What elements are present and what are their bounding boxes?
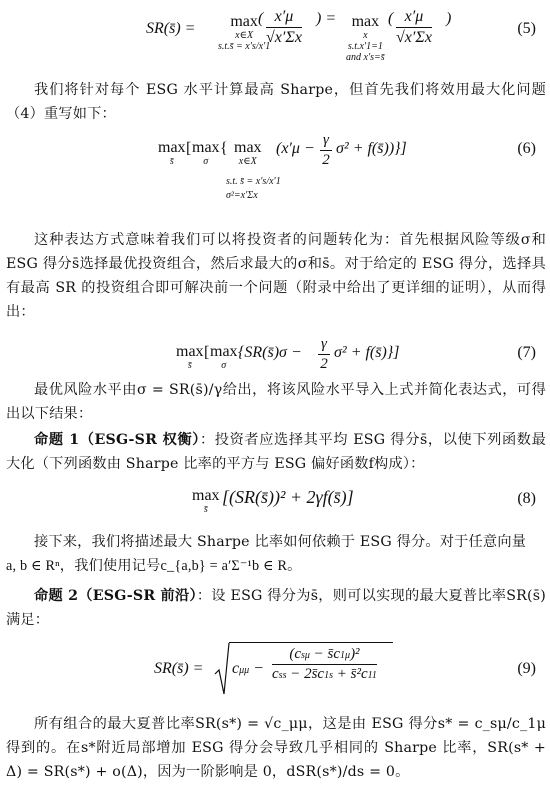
equation-6: max s̄ [ max σ { max x∈X (x′μ − $\frac{\gamma}{2}$ σ² + f(s̄))}] s.t. s̄ = x′s/x′1 σ²=x′Σx (6): [158, 132, 536, 201]
proposition-2: [6, 584, 546, 632]
sqrt-sign: [214, 642, 230, 698]
equation-5: SR(s̄) = max x∈X s.t.s̄ = x′s/x′1 ( $\frac{x'\mu}{√x'\Sigma x}$ ) = max x s.t.x′1=1 and x′s=s̄ ( $\frac{x'\mu}{√x'\Sigma x}$ ) (5): [146, 8, 536, 63]
proposition-2-body: ：设 ESG 得分为s̄，则可以实现的最大夏普比率SR(s̄)满足：: [6, 588, 547, 628]
proposition-1: [6, 428, 546, 476]
equation-8: max s̄ [(SR(s̄))² + 2γf(s̄)] (8): [192, 487, 536, 515]
paragraph-5: 所有组合的最大夏普比率SR(s*) = √c_μμ，这是由 ESG 得分s* = c_sμ/c_1μ得到的。在s*附近局部增加 ESG 得分会导致几乎相同的 Sharpe 比率，SR(s* + Δ) = SR(s*) + o(Δ)，因为一阶影响是 0，dSR(s*)/ds = 0。: [6, 716, 546, 780]
equation-9: SR(s̄) = cμμ − (csμ − s̄c1μ)² css − 2s̄c1s + s̄²c11 (9): [0, 636, 550, 706]
proposition-1-title: 命题 1（ESG-SR 权衡）: [34, 432, 200, 448]
paragraph-2: 这种表达方式意味着我们可以将投资者的问题转化为：首先根据风险等级σ和 ESG 得分s̄选择最优投资组合，然后求最大的σ和s̄。对于给定的 ESG 得分，选择具有最高 SR 的投资组合即可解决前一个问题（附录中给出了更详细的证明），从而得出：: [6, 232, 546, 320]
equation-number: (6): [517, 140, 536, 157]
equation-number: (7): [517, 344, 536, 361]
equation-number: (9): [517, 660, 536, 677]
equation-number: (5): [517, 20, 536, 37]
proposition-1-body: ：投资者应选择其平均 ESG 得分s̄，以使下列函数最大化（下列函数由 Sharpe 比率的平方与 ESG 偏好函数f构成）：: [6, 432, 546, 472]
paragraph-4b: a, b ∈ Rⁿ，我们使用记号c_{a,b} = a′Σ⁻¹b ∈ R。: [6, 558, 302, 574]
paragraph-4a: 接下来，我们将描述最大 Sharpe 比率如何依赖于 ESG 得分。对于任意向量: [34, 534, 527, 550]
equation-number: (8): [517, 490, 536, 507]
paragraph-1: 我们将针对每个 ESG 水平计算最高 Sharpe，但首先我们将效用最大化问题（4）重写如下：: [6, 82, 546, 122]
proposition-2-title: 命题 2（ESG-SR 前沿）: [34, 588, 197, 604]
equation-7: max s̄ [ max σ {SR(s̄)σ − $\frac{\gamma}{2}$ σ² + f(s̄)}] (7): [176, 336, 536, 372]
paragraph-3: 最优风险水平由σ = SR(s̄)/γ给出，将该风险水平导入上式并简化表达式，可得出以下结果：: [6, 382, 546, 422]
